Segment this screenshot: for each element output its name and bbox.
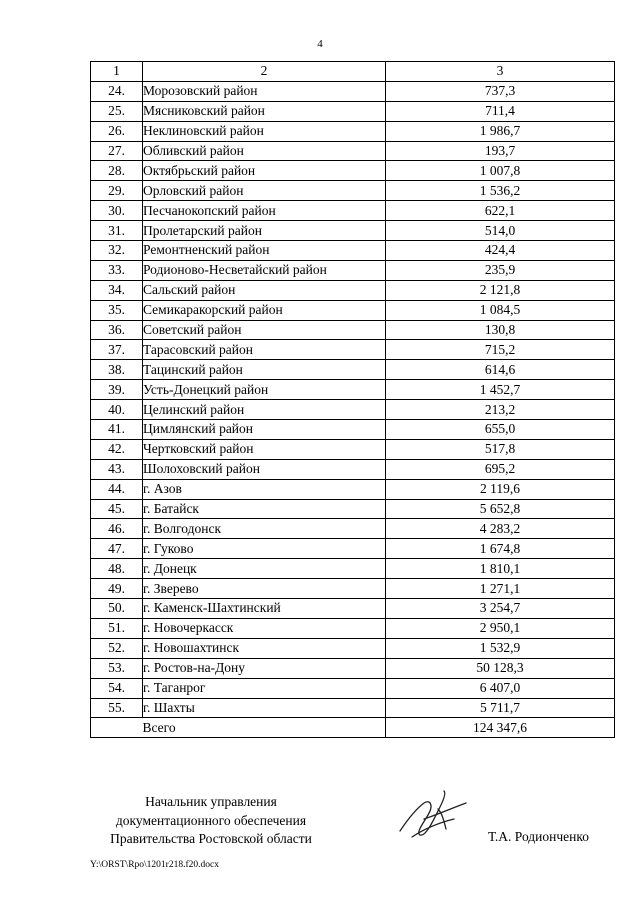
row-number: 35. [91, 300, 143, 320]
row-number: 34. [91, 280, 143, 300]
row-value: 193,7 [386, 141, 615, 161]
row-value: 1 810,1 [386, 559, 615, 579]
table-row [91, 559, 615, 579]
table-row [91, 280, 615, 300]
page-number: 4 [317, 38, 323, 50]
row-number: 52. [91, 638, 143, 658]
row-name: Обливский район [143, 141, 386, 161]
row-number: 50. [91, 599, 143, 619]
table-row [91, 678, 615, 698]
table-row [91, 300, 615, 320]
row-name: Сальский район [143, 280, 386, 300]
table-row [91, 241, 615, 261]
row-value: 6 407,0 [386, 678, 615, 698]
row-name: Тацинский район [143, 360, 386, 380]
table-row [91, 420, 615, 440]
table-row [91, 340, 615, 360]
table-row [91, 618, 615, 638]
row-value: 614,6 [386, 360, 615, 380]
row-value: 235,9 [386, 260, 615, 280]
row-value: 514,0 [386, 221, 615, 241]
row-name: г. Гуково [143, 539, 386, 559]
row-number: 43. [91, 459, 143, 479]
row-name: Орловский район [143, 181, 386, 201]
table-row [91, 81, 615, 101]
row-name: г. Донецк [143, 559, 386, 579]
signer-title-line-2: документационного обеспечения [115, 812, 307, 828]
row-name: г. Шахты [143, 698, 386, 718]
table-row [91, 141, 615, 161]
row-number: 32. [91, 241, 143, 261]
districts-table [90, 61, 615, 738]
table-row [91, 400, 615, 420]
row-name: Песчанокопский район [143, 201, 386, 221]
row-name: г. Новошахтинск [143, 638, 386, 658]
row-number: 55. [91, 698, 143, 718]
handwritten-signature [394, 779, 474, 849]
table-row [91, 539, 615, 559]
header-col-3: 3 [386, 62, 615, 82]
row-number: 25. [91, 101, 143, 121]
row-number: 24. [91, 81, 143, 101]
row-value: 4 283,2 [386, 519, 615, 539]
row-name: Мясниковский район [143, 101, 386, 121]
table-row [91, 479, 615, 499]
table-row [91, 599, 615, 619]
table-row [91, 221, 615, 241]
row-number: 39. [91, 380, 143, 400]
row-value: 130,8 [386, 320, 615, 340]
total-empty [91, 718, 143, 738]
row-value: 695,2 [386, 459, 615, 479]
table-row [91, 579, 615, 599]
row-number: 36. [91, 320, 143, 340]
row-name: Неклиновский район [143, 121, 386, 141]
row-number: 33. [91, 260, 143, 280]
table-row [91, 360, 615, 380]
table-row [91, 459, 615, 479]
row-name: Усть-Донецкий район [143, 380, 386, 400]
row-name: Родионово-Несветайский район [143, 260, 386, 280]
header-col-2: 2 [143, 62, 386, 82]
row-name: Морозовский район [143, 81, 386, 101]
row-name: г. Таганрог [143, 678, 386, 698]
table-row [91, 658, 615, 678]
row-number: 26. [91, 121, 143, 141]
row-value: 1 986,7 [386, 121, 615, 141]
table-row [91, 161, 615, 181]
row-value: 1 452,7 [386, 380, 615, 400]
row-number: 37. [91, 340, 143, 360]
row-value: 50 128,3 [386, 658, 615, 678]
row-number: 51. [91, 618, 143, 638]
row-name: Семикаракорский район [143, 300, 386, 320]
row-value: 3 254,7 [386, 599, 615, 619]
row-value: 622,1 [386, 201, 615, 221]
row-name: г. Батайск [143, 499, 386, 519]
row-number: 46. [91, 519, 143, 539]
row-value: 1 271,1 [386, 579, 615, 599]
row-name: г. Зверево [143, 579, 386, 599]
signer-name: Т.А. Родионченко [488, 829, 589, 844]
total-row [91, 718, 615, 738]
row-number: 44. [91, 479, 143, 499]
row-number: 41. [91, 420, 143, 440]
table-row [91, 499, 615, 519]
row-name: Ремонтненский район [143, 241, 386, 261]
total-label: Всего [143, 718, 386, 738]
row-name: Шолоховский район [143, 459, 386, 479]
row-value: 715,2 [386, 340, 615, 360]
row-value: 5 652,8 [386, 499, 615, 519]
table-row [91, 121, 615, 141]
row-value: 424,4 [386, 241, 615, 261]
row-value: 213,2 [386, 400, 615, 420]
row-number: 49. [91, 579, 143, 599]
table-row [91, 380, 615, 400]
row-number: 45. [91, 499, 143, 519]
table-row [91, 181, 615, 201]
row-number: 38. [91, 360, 143, 380]
row-number: 30. [91, 201, 143, 221]
table-row [91, 519, 615, 539]
signer-title [86, 793, 336, 849]
row-name: Целинский район [143, 400, 386, 420]
row-name: г. Ростов-на-Дону [143, 658, 386, 678]
row-name: Октябрьский район [143, 161, 386, 181]
row-number: 28. [91, 161, 143, 181]
row-number: 31. [91, 221, 143, 241]
row-name: Советский район [143, 320, 386, 340]
row-number: 40. [91, 400, 143, 420]
row-name: г. Новочеркасск [143, 618, 386, 638]
row-number: 42. [91, 439, 143, 459]
row-value: 2 950,1 [386, 618, 615, 638]
row-name: Пролетарский район [143, 221, 386, 241]
table-row [91, 698, 615, 718]
signer-title-line-3: Правительства Ростовской области [110, 831, 312, 846]
signer-title-line-1: Начальник управления [145, 794, 277, 809]
row-value: 2 119,6 [386, 479, 615, 499]
row-name: г. Волгодонск [143, 519, 386, 539]
row-number: 48. [91, 559, 143, 579]
table-row [91, 201, 615, 221]
table-row [91, 320, 615, 340]
row-value: 5 711,7 [386, 698, 615, 718]
row-number: 47. [91, 539, 143, 559]
row-name: Чертковский район [143, 439, 386, 459]
row-value: 1 536,2 [386, 181, 615, 201]
header-col-1: 1 [91, 62, 143, 82]
row-value: 517,8 [386, 439, 615, 459]
table-row [91, 439, 615, 459]
table-row [91, 638, 615, 658]
row-number: 27. [91, 141, 143, 161]
row-value: 1 084,5 [386, 300, 615, 320]
row-value: 737,3 [386, 81, 615, 101]
row-name: г. Каменск-Шахтинский [143, 599, 386, 619]
table-row [91, 101, 615, 121]
table-row [91, 260, 615, 280]
row-number: 53. [91, 658, 143, 678]
row-value: 655,0 [386, 420, 615, 440]
row-value: 2 121,8 [386, 280, 615, 300]
table-header-row [91, 62, 615, 82]
file-path: Y:\ORST\Rpo\1201r218.f20.docx [90, 860, 219, 870]
row-name: г. Азов [143, 479, 386, 499]
total-value: 124 347,6 [386, 718, 615, 738]
row-value: 1 532,9 [386, 638, 615, 658]
row-name: Тарасовский район [143, 340, 386, 360]
row-value: 711,4 [386, 101, 615, 121]
row-number: 54. [91, 678, 143, 698]
row-value: 1 007,8 [386, 161, 615, 181]
row-name: Цимлянский район [143, 420, 386, 440]
row-value: 1 674,8 [386, 539, 615, 559]
row-number: 29. [91, 181, 143, 201]
